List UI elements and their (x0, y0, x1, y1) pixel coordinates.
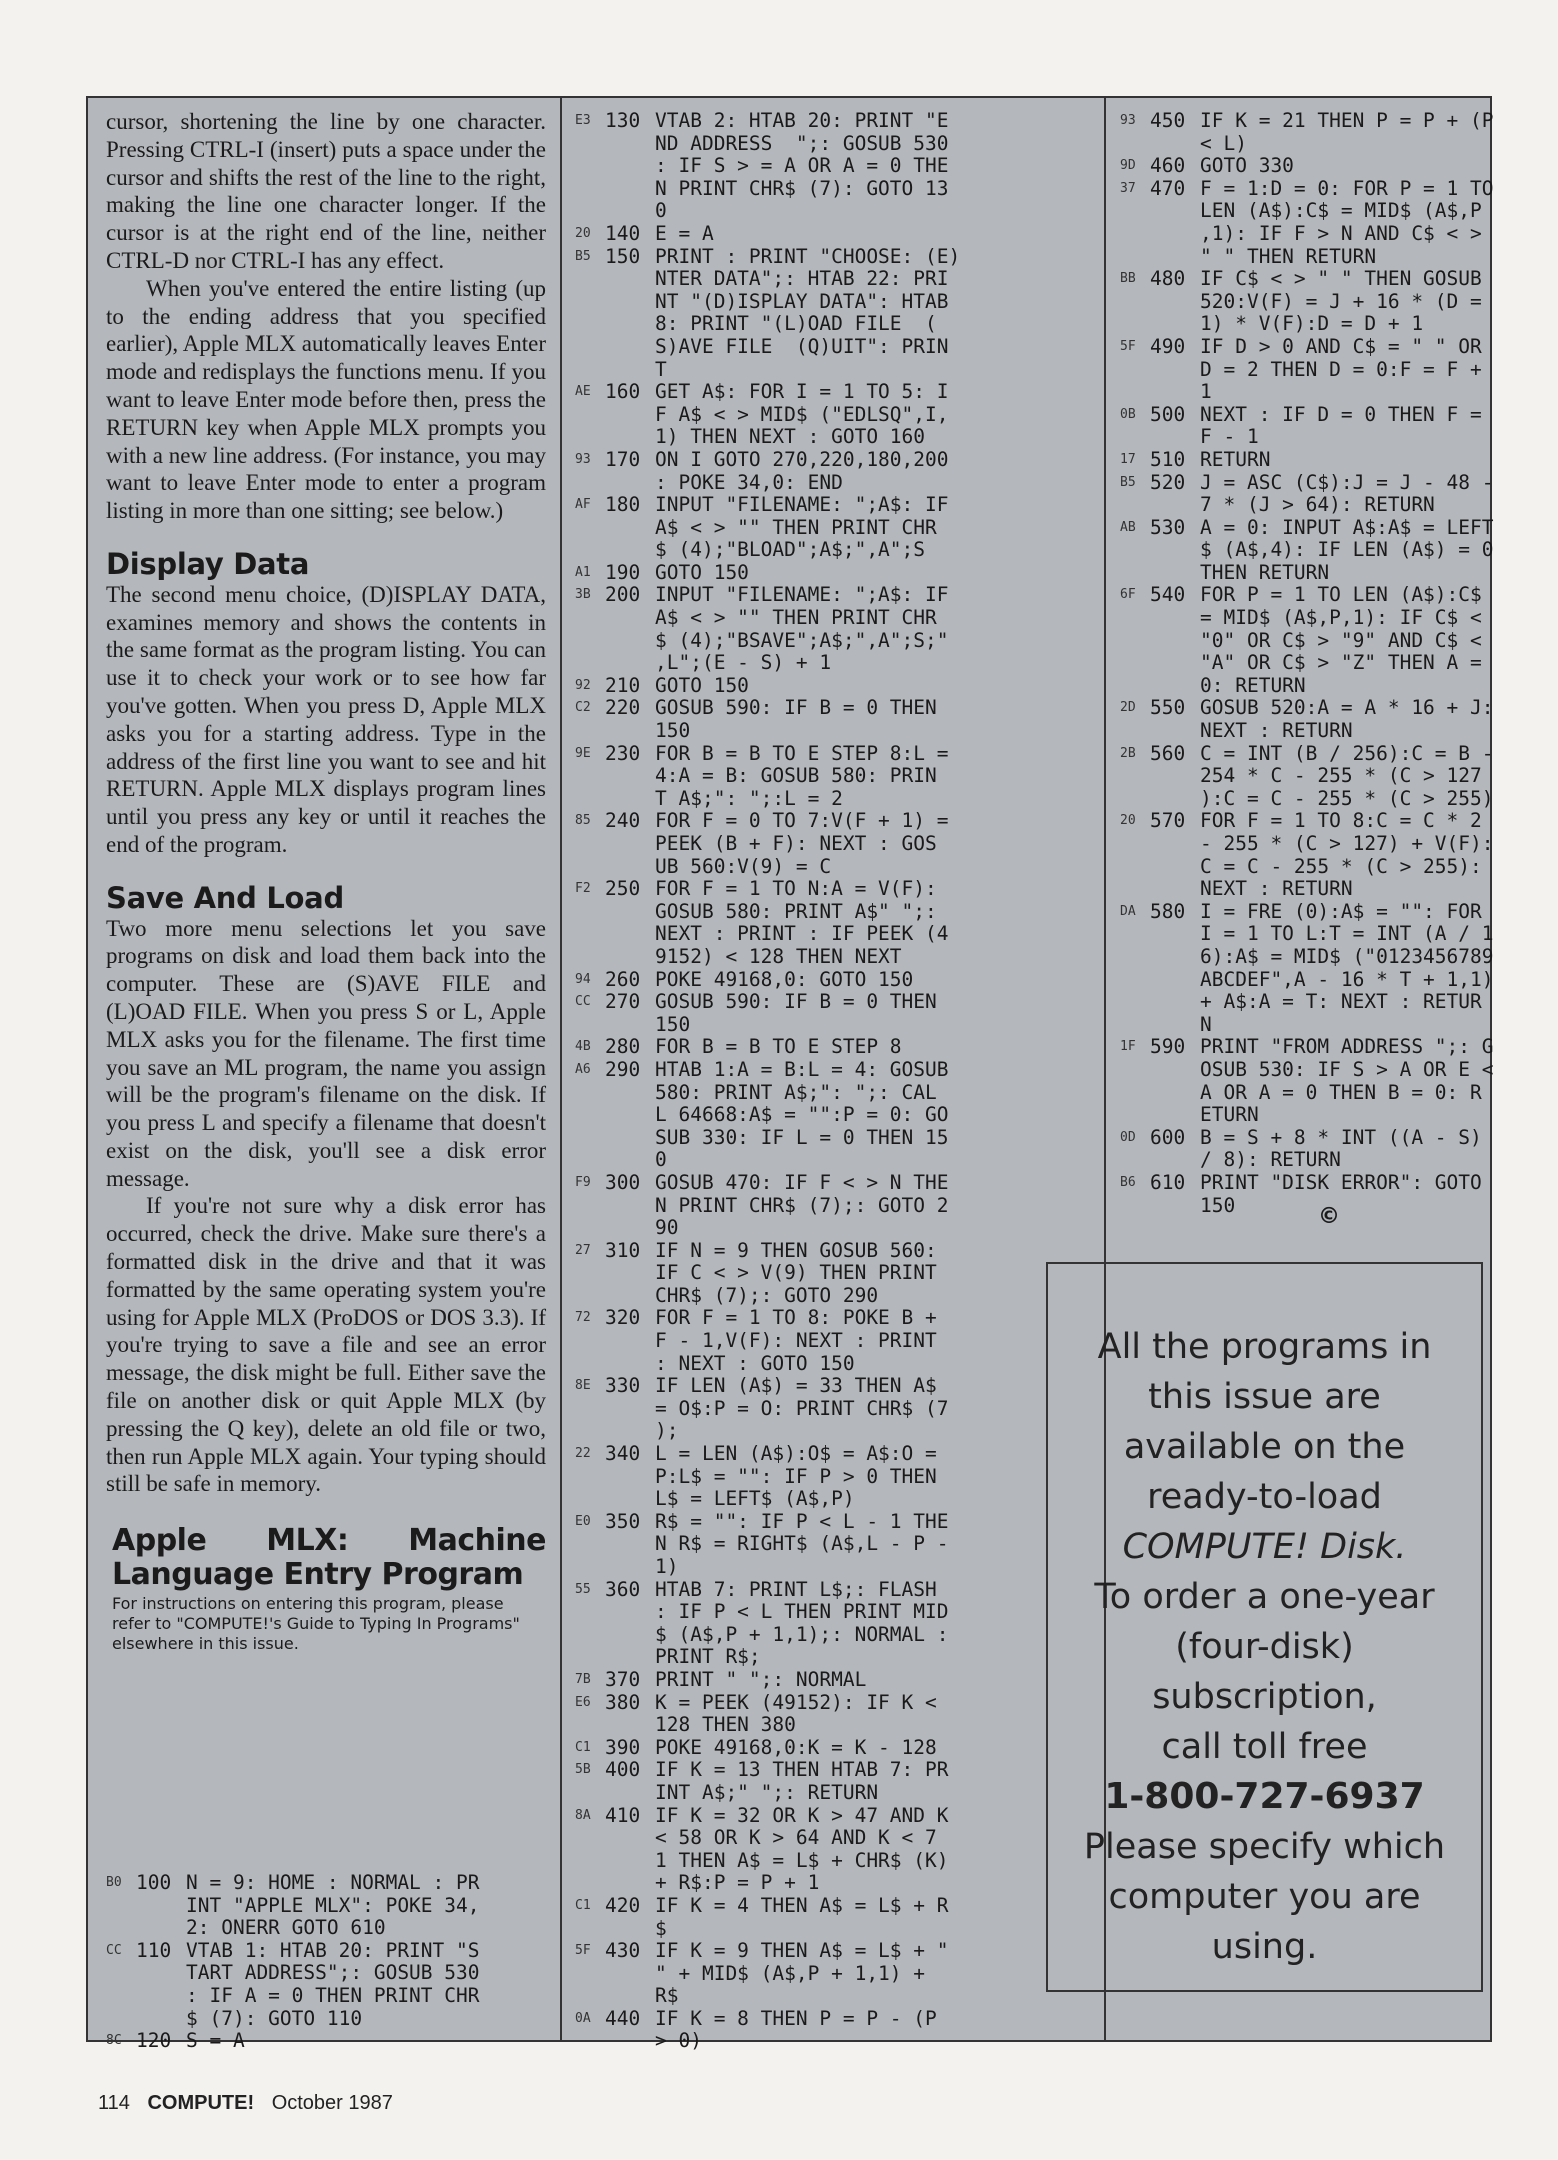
line-number: 100 (136, 1871, 172, 1894)
code-text: B = S + 8 * INT ((A - S) / 8): RETURN (1200, 1125, 1482, 1172)
code-line (1120, 1127, 1556, 1172)
line-number: 320 (605, 1306, 641, 1330)
line-number: 150 (605, 244, 641, 268)
code-line (575, 1692, 1015, 1737)
code-text: C = INT (B / 256):C = B - 254 * C - 255 * (C > 127 ):C = C - 255 * (C > 255) (1200, 741, 1494, 810)
ad-line: All the programs in (1097, 1327, 1432, 1367)
checksum: 27 (575, 1242, 591, 1258)
line-number: 250 (605, 877, 641, 901)
code-line (575, 1511, 1015, 1579)
page-number: 114 (98, 2092, 130, 2114)
checksum: 6F (1120, 587, 1136, 603)
line-number: 570 (1150, 809, 1186, 833)
line-number: 110 (136, 1938, 172, 1962)
code-text: FOR F = 0 TO 7:V(F + 1) = PEEK (B + F): NEXT : GOS UB 560:V(9) = C (655, 809, 949, 878)
line-number: 170 (605, 447, 641, 471)
line-number: 290 (605, 1057, 641, 1081)
line-number: 540 (1150, 583, 1186, 607)
heading-save-and-load: Save And Load (106, 880, 344, 915)
code-text: FOR F = 1 TO 8:C = C * 2 - 255 * (C > 127) + V(F): C = C - 255 * (C > 255): NEXT : RETURN (1200, 809, 1494, 901)
checksum: E6 (575, 1694, 591, 1710)
checksum: 3B (575, 587, 591, 603)
code-line (1120, 697, 1556, 742)
checksum: 20 (575, 225, 591, 241)
article-paragraph: If you're not sure why a disk error has occurred, check the drive. Make sure there's a formatted disk in the drive and that it was formatted by the same operating system you're using for Apple MLX (ProDOS or DOS 3.3). If you're trying to save a file and see an error message, the disk might be full. Either save the file on another disk or quit Apple MLX (by pressing the Q key), delete an old file or two, then run Apple MLX again. Your typing should still be safe in memory. (106, 1193, 546, 1497)
checksum: BB (1120, 271, 1136, 287)
line-number: 600 (1150, 1125, 1186, 1149)
checksum: 0D (1120, 1129, 1136, 1145)
code-text: POKE 49168,0:K = K - 128 (655, 1735, 937, 1759)
code-line (575, 2008, 1015, 2053)
code-line (575, 584, 1015, 674)
code-text: IF K = 8 THEN P = P - (P > 0) (655, 2006, 937, 2053)
code-text: FOR P = 1 TO LEN (A$):C$ = MID$ (A$,P,1): IF C$ < "0" OR C$ > "9" AND C$ < "A" OR C$ > "Z" THEN A = 0: RETURN (1200, 583, 1482, 697)
code-text: HTAB 1:A = B:L = 4: GOSUB 580: PRINT A$;": ";: CAL L 64668:A$ = "":P = 0: GO SUB 330: IF L = 0 THEN 15 0 (655, 1057, 949, 1172)
line-number: 530 (1150, 515, 1186, 539)
line-number: 460 (1150, 154, 1186, 178)
code-line (1120, 404, 1556, 449)
line-number: 230 (605, 741, 641, 765)
code-line (575, 1669, 1015, 1692)
code-line (575, 1059, 1015, 1172)
article-paragraph: The second menu choice, (D)ISPLAY DATA, examines memory and shows the contents in the same format as the program listing. You can use it to check your work or to see how far you've gotten. When you press D, Apple MLX asks you for a starting address. Type in the address of the first line you want to see and hit RETURN. Apple MLX displays program lines until you press any key or until it reaches the end of the program. (106, 581, 546, 857)
code-line (575, 562, 1015, 585)
ad-line: COMPUTE! Disk. (1122, 1527, 1407, 1567)
code-text: S = A (186, 2029, 245, 2053)
magazine-name: COMPUTE! (147, 2092, 255, 2114)
code-text: PRINT " ";: NORMAL (655, 1667, 867, 1691)
checksum: 9E (575, 745, 591, 761)
code-line (575, 1036, 1015, 1059)
code-text: ON I GOTO 270,220,180,200 : POKE 34,0: END (655, 447, 949, 494)
code-line (575, 675, 1015, 698)
checksum: F2 (575, 881, 591, 897)
code-text: IF LEN (A$) = 33 THEN A$ = O$:P = O: PRINT CHR$ (7 ); (655, 1374, 949, 1443)
end-logo-icon: © (1318, 1204, 1340, 1229)
ad-line: this issue are (1148, 1377, 1381, 1417)
code-line (575, 810, 1015, 878)
code-line (575, 1579, 1015, 1669)
checksum: 0B (1120, 406, 1136, 422)
code-line (575, 1172, 1015, 1240)
code-text: L = LEN (A$):O$ = A$:O = P:L$ = "": IF P > 0 THEN L$ = LEFT$ (A$,P) (655, 1442, 937, 1511)
checksum: 5B (575, 1762, 591, 1778)
line-number: 470 (1150, 176, 1186, 200)
code-line (575, 1759, 1015, 1804)
checksum: A6 (575, 1061, 591, 1077)
checksum: AF (575, 497, 591, 513)
code-line (1120, 472, 1556, 517)
code-listing-col3 (1120, 110, 1556, 1217)
code-text: A = 0: INPUT A$:A$ = LEFT $ (A$,4): IF LEN (A$) = 0 THEN RETURN (1200, 515, 1494, 584)
checksum: 93 (1120, 113, 1136, 128)
code-text: PRINT : PRINT "CHOOSE: (E) NTER DATA";: HTAB 22: PRI NT "(D)ISPLAY DATA": HTAB 8: PRINT "(L)OAD FILE ( S)AVE FILE (Q)UIT": PRIN T (655, 244, 961, 381)
line-number: 380 (605, 1690, 641, 1714)
code-text: INPUT "FILENAME: ";A$: IF A$ < > "" THEN PRINT CHR $ (4);"BSAVE";A$;",A";S;" ,L";(E - S) + 1 (655, 583, 949, 675)
code-line (1120, 110, 1556, 155)
checksum: 9D (1120, 158, 1136, 174)
code-line (575, 1375, 1015, 1443)
code-line (1120, 584, 1556, 697)
line-number: 340 (605, 1442, 641, 1466)
heading-display-data: Display Data (106, 546, 310, 581)
checksum: C2 (575, 700, 591, 716)
line-number: 280 (605, 1035, 641, 1059)
code-text: K = PEEK (49152): IF K < 128 THEN 380 (655, 1690, 937, 1737)
ad-line: computer you are (1108, 1877, 1421, 1917)
code-text: N = 9: HOME : NORMAL : PR INT "APPLE MLX": POKE 34, 2: ONERR GOTO 610 (186, 1871, 480, 1940)
line-number: 510 (1150, 447, 1186, 471)
code-line (575, 246, 1015, 382)
line-number: 310 (605, 1238, 641, 1262)
code-text: GOTO 330 (1200, 154, 1294, 178)
line-number: 200 (605, 583, 641, 607)
code-line (575, 1940, 1015, 2008)
code-text: GOSUB 590: IF B = 0 THEN 150 (655, 696, 937, 743)
checksum: CC (106, 1942, 122, 1958)
code-text: IF D > 0 AND C$ = " " OR D = 2 THEN D = 0:F = F + 1 (1200, 334, 1482, 404)
code-line (106, 1940, 556, 2030)
line-number: 480 (1150, 267, 1186, 291)
code-line (575, 991, 1015, 1036)
code-text: FOR F = 1 TO N:A = V(F): GOSUB 580: PRINT A$" ";: NEXT : PRINT : IF PEEK (4 9152) < 128 THEN NEXT (655, 877, 949, 968)
listing-intro: For instructions on entering this program, please refer to "COMPUTE!'s Guide to Typing In Programs" elsewhere in this issue. (112, 1594, 520, 1654)
ad-line: (four-disk) (1175, 1627, 1354, 1667)
code-text: FOR B = B TO E STEP 8:L = 4:A = B: GOSUB 580: PRIN T A$;": ";:L = 2 (655, 741, 949, 810)
checksum: 8C (106, 2033, 122, 2049)
line-number: 330 (605, 1374, 641, 1398)
column-divider (560, 98, 562, 2040)
line-number: 420 (605, 1893, 641, 1917)
checksum: DA (1120, 903, 1136, 919)
code-line (1120, 743, 1556, 811)
checksum: 7B (575, 1671, 591, 1687)
checksum: E0 (575, 1513, 591, 1529)
code-text: HTAB 7: PRINT L$;: FLASH : IF P < L THEN PRINT MID $ (A$,P + 1,1);: NORMAL : PRINT R$; (655, 1577, 949, 1669)
code-text: GOTO 150 (655, 560, 749, 584)
line-number: 240 (605, 809, 641, 833)
line-number: 400 (605, 1758, 641, 1782)
code-text: RETURN (1200, 447, 1271, 471)
code-text: E = A (655, 221, 714, 245)
code-text: IF K = 13 THEN HTAB 7: PR INT A$;" ";: RETURN (655, 1758, 949, 1804)
line-number: 390 (605, 1735, 641, 1759)
ad-line: ready-to-load (1147, 1477, 1382, 1517)
article-paragraph: When you've entered the entire listing (up to the ending address that you specified earlier), Apple MLX automatically leaves Enter mode and redisplays the functions menu. If you want to leave Enter mode before then, press the RETURN key when Apple MLX prompts you with a new line address. (For instance, you may want to leave Enter mode to enter a program listing in more than one sitting; see below.) (106, 275, 546, 524)
line-number: 220 (605, 696, 641, 720)
code-text: FOR F = 1 TO 8: POKE B + F - 1,V(F): NEXT : PRINT : NEXT : GOTO 150 (655, 1306, 937, 1375)
checksum: 8E (575, 1378, 591, 1394)
code-line (575, 1895, 1015, 1940)
line-number: 560 (1150, 741, 1186, 765)
code-text: GOSUB 590: IF B = 0 THEN 150 (655, 990, 937, 1036)
code-line (575, 969, 1015, 992)
code-text: I = FRE (0):A$ = "": FOR I = 1 TO L:T = INT (A / 1 6):A$ = MID$ ("0123456789 ABCDEF",A - 16 * T + 1,1) + A$:A = T: NEXT : RETUR N (1200, 899, 1494, 1036)
checksum: 72 (575, 1310, 591, 1326)
line-number: 550 (1150, 696, 1186, 720)
checksum: E3 (575, 113, 591, 128)
checksum: 94 (575, 971, 591, 987)
checksum: B6 (1120, 1174, 1136, 1190)
code-text: FOR B = B TO E STEP 8 (655, 1035, 902, 1059)
code-text: VTAB 1: HTAB 20: PRINT "S TART ADDRESS";: GOSUB 530 : IF A = 0 THEN PRINT CHR $ (7): GOTO 110 (186, 1938, 480, 2030)
checksum: 92 (575, 677, 591, 693)
disk-ad-box (1046, 1262, 1483, 1992)
checksum: 37 (1120, 180, 1136, 196)
line-number: 160 (605, 380, 641, 404)
line-number: 430 (605, 1939, 641, 1963)
code-text: INPUT "FILENAME: ";A$: IF A$ < > "" THEN PRINT CHR $ (4);"BLOAD";A$;",A";S (655, 493, 949, 562)
code-text: PRINT "FROM ADDRESS ";: G OSUB 530: IF S > A OR E < A OR A = 0 THEN B = 0: R ETURN (1200, 1035, 1494, 1127)
code-text: NEXT : IF D = 0 THEN F = F - 1 (1200, 402, 1482, 449)
checksum: AB (1120, 519, 1136, 535)
line-number: 450 (1150, 109, 1186, 132)
code-line (575, 449, 1015, 494)
line-number: 370 (605, 1667, 641, 1691)
line-number: 610 (1150, 1170, 1186, 1194)
code-line (575, 381, 1015, 449)
line-number: 260 (605, 967, 641, 991)
line-number: 440 (605, 2006, 641, 2030)
line-number: 270 (605, 990, 641, 1014)
code-text: PRINT "DISK ERROR": GOTO 150 (1200, 1170, 1482, 1217)
line-number: 300 (605, 1170, 641, 1194)
checksum: 55 (575, 1581, 591, 1597)
code-text: VTAB 2: HTAB 20: PRINT "E ND ADDRESS ";: GOSUB 530 : IF S > = A OR A = 0 THE N PRINT CHR$ (7): GOTO 13 0 (655, 109, 949, 223)
code-text: GOSUB 520:A = A * 16 + J: NEXT : RETURN (1200, 696, 1494, 743)
code-text: POKE 49168,0: GOTO 150 (655, 967, 914, 991)
line-number: 590 (1150, 1035, 1186, 1059)
listing-title: Apple MLX: Machine Language Entry Program (112, 1523, 546, 1593)
checksum: F9 (575, 1174, 591, 1190)
line-number: 190 (605, 560, 641, 584)
code-line (1120, 901, 1556, 1037)
checksum: CC (575, 994, 591, 1010)
issue-date: October 1987 (271, 2092, 393, 2114)
line-number: 140 (605, 221, 641, 245)
checksum: C1 (575, 1897, 591, 1913)
code-line (575, 1240, 1015, 1308)
code-line (1120, 1036, 1556, 1126)
code-line (575, 878, 1015, 968)
checksum: 5F (1120, 338, 1136, 354)
checksum: C1 (575, 1739, 591, 1755)
code-line (106, 1872, 556, 1940)
code-text: GET A$: FOR I = 1 TO 5: I F A$ < > MID$ ("EDLSQ",I, 1) THEN NEXT : GOTO 160 (655, 380, 949, 449)
checksum: 22 (575, 1446, 591, 1462)
code-line (1120, 336, 1556, 404)
code-text: IF N = 9 THEN GOSUB 560: IF C < > V(9) THEN PRINT CHR$ (7);: GOTO 290 (655, 1238, 937, 1307)
checksum: 5F (575, 1943, 591, 1959)
checksum: 17 (1120, 451, 1136, 467)
article-paragraph: cursor, shortening the line by one character. Pressing CTRL-I (insert) puts a space under the cursor and shifts the rest of the line to the right, making the line one character longer. If the cursor is at the right end of the line, neither CTRL-D nor CTRL-I has any effect. (106, 109, 546, 273)
code-line (1120, 155, 1556, 178)
checksum: 2B (1120, 745, 1136, 761)
line-number: 350 (605, 1509, 641, 1533)
code-text: IF K = 9 THEN A$ = L$ + " " + MID$ (A$,P + 1,1) + R$ (655, 1939, 949, 2008)
code-text: R$ = "": IF P < L - 1 THE N R$ = RIGHT$ (A$,L - P - 1) (655, 1509, 949, 1578)
code-listing-col2 (575, 110, 1015, 2053)
code-text: IF C$ < > " " THEN GOSUB 520:V(F) = J + 16 * (D = 1) * V(F):D = D + 1 (1200, 267, 1482, 336)
code-text: IF K = 32 OR K > 47 AND K < 58 OR K > 64 AND K < 7 1 THEN A$ = L$ + CHR$ (K) + R$:P = P + 1 (655, 1803, 949, 1895)
checksum: 1F (1120, 1039, 1136, 1055)
line-number: 210 (605, 673, 641, 697)
line-number: 360 (605, 1577, 641, 1601)
code-line (1120, 268, 1556, 336)
article-paragraph: Two more menu selections let you save programs on disk and load them back into the computer. These are (S)AVE FILE and (L)OAD FILE. When you press S or L, Apple MLX asks you for the filename. The first time you save an ML program, the name you assign will be the program's filename on the disk. If you press L and specify a filename that doesn't exist on the disk, you'll see a disk error message. (106, 915, 546, 1191)
ad-line: subscription, (1152, 1677, 1377, 1717)
code-line (1120, 178, 1556, 268)
code-text: F = 1:D = 0: FOR P = 1 TO LEN (A$):C$ = MID$ (A$,P ,1): IF F > N AND C$ < > " " THEN RETURN (1200, 176, 1494, 268)
ad-line: Please specify which (1083, 1827, 1446, 1867)
code-line (575, 1805, 1015, 1895)
checksum: 8A (575, 1807, 591, 1823)
article-column (106, 108, 546, 1672)
checksum: 20 (1120, 813, 1136, 829)
ad-line: available on the (1123, 1427, 1406, 1467)
line-number: 410 (605, 1803, 641, 1827)
line-number: 180 (605, 493, 641, 517)
line-number: 130 (605, 109, 641, 132)
checksum: A1 (575, 564, 591, 580)
ad-line: To order a one-year (1094, 1577, 1435, 1617)
code-line (575, 494, 1015, 562)
code-listing-col1 (106, 1872, 556, 2053)
ad-phone-number: 1-800-727-6937 (1104, 1776, 1425, 1817)
checksum: 93 (575, 451, 591, 467)
line-number: 490 (1150, 334, 1186, 358)
code-line (1120, 517, 1556, 585)
code-line (575, 223, 1015, 246)
checksum: B0 (106, 1875, 122, 1890)
code-line (1120, 810, 1556, 900)
checksum: AE (575, 384, 591, 400)
checksum: 0A (575, 2010, 591, 2026)
checksum: B5 (575, 248, 591, 264)
line-number: 520 (1150, 470, 1186, 494)
checksum: 85 (575, 813, 591, 829)
code-line (575, 743, 1015, 811)
code-line (106, 2030, 556, 2053)
code-text: GOTO 150 (655, 673, 749, 697)
checksum: 2D (1120, 700, 1136, 716)
code-line (575, 110, 1015, 223)
code-line (575, 1307, 1015, 1375)
code-text: IF K = 4 THEN A$ = L$ + R $ (655, 1893, 949, 1940)
ad-line: call toll free (1161, 1727, 1368, 1767)
checksum: B5 (1120, 474, 1136, 490)
code-line (575, 1443, 1015, 1511)
ad-line: using. (1211, 1927, 1318, 1967)
code-text: J = ASC (C$):J = J - 48 - 7 * (J > 64): RETURN (1200, 470, 1494, 517)
code-text: IF K = 21 THEN P = P + (P < L) (1200, 109, 1494, 155)
code-text: GOSUB 470: IF F < > N THE N PRINT CHR$ (7);: GOTO 2 90 (655, 1170, 949, 1240)
page-footer (98, 2092, 393, 2115)
checksum: 4B (575, 1039, 591, 1055)
line-number: 500 (1150, 402, 1186, 426)
code-line (575, 1737, 1015, 1760)
line-number: 120 (136, 2029, 172, 2053)
code-line (1120, 449, 1556, 472)
code-line (575, 697, 1015, 742)
line-number: 580 (1150, 899, 1186, 923)
